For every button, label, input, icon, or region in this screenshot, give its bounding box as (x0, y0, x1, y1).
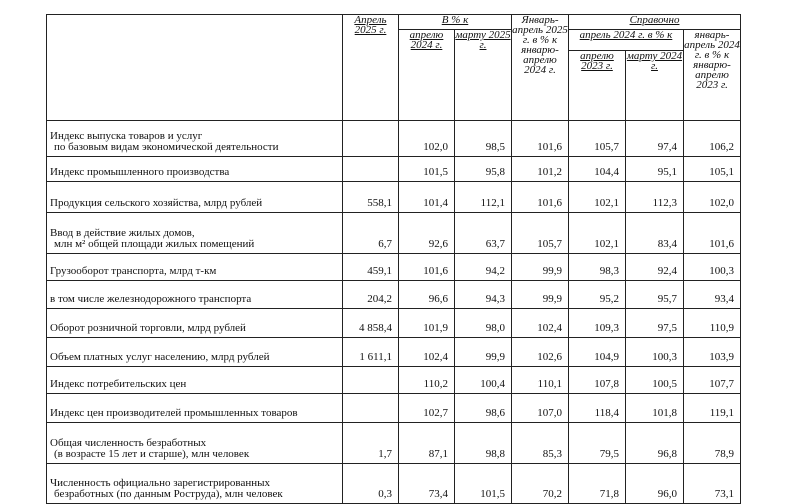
cell-value: 98,5 (455, 121, 512, 157)
cell-value: 6,7 (343, 212, 399, 253)
cell-value: 102,7 (399, 394, 455, 422)
table-row (47, 121, 741, 157)
header-jan-apr-2025: Январь-апрель 2025 г. в % к январю-апрелю 2024 г. (512, 15, 569, 121)
cell-value: 101,6 (512, 182, 569, 213)
cell-value (343, 121, 399, 157)
cell-value: 107,0 (512, 394, 569, 422)
cell-value: 105,7 (512, 212, 569, 253)
row-label-line1: Ввод в действие жилых домов, (50, 226, 195, 239)
cell-value: 97,5 (626, 308, 684, 338)
cell-value: 110,2 (399, 366, 455, 393)
cell-value: 101,8 (626, 394, 684, 422)
row-label-line1: Общая численность безработных (50, 436, 207, 449)
cell-value: 78,9 (684, 422, 741, 463)
row-label (47, 182, 343, 213)
row-label-line1: Индекс выпуска товаров и услуг (50, 129, 203, 142)
cell-value: 101,6 (684, 212, 741, 253)
cell-value: 73,4 (399, 463, 455, 503)
cell-value: 106,2 (684, 121, 741, 157)
cell-value (343, 366, 399, 393)
cell-value: 101,6 (399, 253, 455, 280)
cell-value: 83,4 (626, 212, 684, 253)
cell-value: 95,1 (626, 156, 684, 181)
cell-value: 93,4 (684, 281, 741, 308)
cell-value: 92,6 (399, 212, 455, 253)
cell-value: 96,0 (626, 463, 684, 503)
table-row (47, 212, 741, 253)
cell-value: 101,4 (399, 182, 455, 213)
cell-value: 105,1 (684, 156, 741, 181)
cell-value: 94,3 (455, 281, 512, 308)
row-label (47, 212, 343, 253)
table-row (47, 281, 741, 308)
row-label-line1: Индекс промышленного производства (50, 166, 230, 179)
cell-value: 101,5 (455, 463, 512, 503)
cell-value: 85,3 (512, 422, 569, 463)
cell-value: 87,1 (399, 422, 455, 463)
row-label (47, 394, 343, 422)
row-label-line1: Объем платных услуг населению, млрд рублей (50, 350, 270, 363)
cell-value: 102,1 (569, 212, 626, 253)
table-body (47, 121, 741, 504)
table-row (47, 366, 741, 393)
cell-value: 112,3 (626, 182, 684, 213)
row-label-line1: Продукция сельского хозяйства, млрд рублей (50, 196, 263, 209)
cell-value: 102,0 (684, 182, 741, 213)
cell-value: 102,1 (569, 182, 626, 213)
cell-value: 102,4 (399, 338, 455, 366)
cell-value: 101,9 (399, 308, 455, 338)
cell-value: 95,8 (455, 156, 512, 181)
cell-value: 119,1 (684, 394, 741, 422)
cell-value: 70,2 (512, 463, 569, 503)
cell-value: 98,6 (455, 394, 512, 422)
header-reference-group: Справочно (569, 15, 741, 30)
cell-value: 105,7 (569, 121, 626, 157)
cell-value: 103,9 (684, 338, 741, 366)
row-label (47, 253, 343, 280)
cell-value: 95,2 (569, 281, 626, 308)
cell-value: 4 858,4 (343, 308, 399, 338)
cell-value: 101,5 (399, 156, 455, 181)
cell-value: 99,9 (512, 281, 569, 308)
cell-value: 71,8 (569, 463, 626, 503)
row-label-line2: по базовым видам экономической деятельности (54, 140, 279, 153)
cell-value: 102,6 (512, 338, 569, 366)
header-label-cell (47, 15, 343, 121)
cell-value: 109,3 (569, 308, 626, 338)
cell-value: 98,0 (455, 308, 512, 338)
cell-value: 1 611,1 (343, 338, 399, 366)
table-row (47, 308, 741, 338)
row-label-line1: Оборот розничной торговли, млрд рублей (50, 322, 246, 335)
cell-value: 98,3 (569, 253, 626, 280)
row-label (47, 156, 343, 181)
cell-value: 95,7 (626, 281, 684, 308)
cell-value: 107,7 (684, 366, 741, 393)
row-label-line1: Индекс потребительских цен (50, 378, 187, 391)
row-label-line2: безработных (по данным Роструда), млн человек (54, 488, 283, 500)
row-label-line2: млн м² общей площади жилых помещений (54, 237, 255, 250)
header-vs-april-2024: апрелю 2024 г. (399, 30, 455, 121)
cell-value: 100,4 (455, 366, 512, 393)
row-label (47, 463, 343, 503)
cell-value: 96,8 (626, 422, 684, 463)
cell-value: 101,6 (512, 121, 569, 157)
header-april-2025: Апрель 2025 г. (343, 15, 399, 121)
header-ref-vs-march-2024: марту 2024 г. (626, 51, 684, 121)
cell-value: 79,5 (569, 422, 626, 463)
table-row (47, 182, 741, 213)
cell-value: 73,1 (684, 463, 741, 503)
cell-value (343, 156, 399, 181)
cell-value: 459,1 (343, 253, 399, 280)
cell-value: 102,0 (399, 121, 455, 157)
header-ref-jan-apr: январь-апрель 2024 г. в % к январю-апрелю 2023 г. (684, 30, 741, 121)
cell-value: 107,8 (569, 366, 626, 393)
cell-value: 118,4 (569, 394, 626, 422)
cell-value: 102,4 (512, 308, 569, 338)
cell-value: 97,4 (626, 121, 684, 157)
cell-value (343, 394, 399, 422)
row-label (47, 281, 343, 308)
row-label (47, 338, 343, 366)
cell-value: 63,7 (455, 212, 512, 253)
statistics-table (46, 14, 741, 504)
table-row (47, 394, 741, 422)
row-label-line1: Численность официально зарегистрированных (50, 477, 271, 489)
cell-value: 112,1 (455, 182, 512, 213)
header-april-2024-group: апрель 2024 г. в % к (569, 30, 684, 51)
cell-value: 92,4 (626, 253, 684, 280)
row-label-line2: (в возрасте 15 лет и старше), млн человек (54, 447, 250, 460)
row-label-line1: Грузооборот транспорта, млрд т-км (50, 265, 217, 278)
table-row (47, 253, 741, 280)
cell-value: 110,9 (684, 308, 741, 338)
cell-value: 0,3 (343, 463, 399, 503)
cell-value: 98,8 (455, 422, 512, 463)
table-row (47, 156, 741, 181)
cell-value: 100,3 (626, 338, 684, 366)
cell-value: 104,4 (569, 156, 626, 181)
row-label-line1: в том числе железнодорожного транспорта (50, 292, 252, 305)
row-label-line1: Индекс цен производителей промышленных товаров (50, 406, 298, 419)
cell-value: 204,2 (343, 281, 399, 308)
cell-value: 99,9 (455, 338, 512, 366)
header-in-percent-group: В % к (399, 15, 512, 30)
table-row (47, 338, 741, 366)
cell-value: 94,2 (455, 253, 512, 280)
cell-value: 1,7 (343, 422, 399, 463)
row-label (47, 308, 343, 338)
cell-value: 100,3 (684, 253, 741, 280)
table-row (47, 463, 741, 503)
header-ref-vs-april-2023: апрелю 2023 г. (569, 51, 626, 121)
table-header (47, 15, 741, 121)
row-label (47, 422, 343, 463)
row-label (47, 121, 343, 157)
cell-value: 558,1 (343, 182, 399, 213)
cell-value: 110,1 (512, 366, 569, 393)
cell-value: 99,9 (512, 253, 569, 280)
table-row (47, 422, 741, 463)
cell-value: 100,5 (626, 366, 684, 393)
cell-value: 104,9 (569, 338, 626, 366)
cell-value: 96,6 (399, 281, 455, 308)
cell-value: 101,2 (512, 156, 569, 181)
header-vs-march-2025: марту 2025 г. (455, 30, 512, 121)
row-label (47, 366, 343, 393)
